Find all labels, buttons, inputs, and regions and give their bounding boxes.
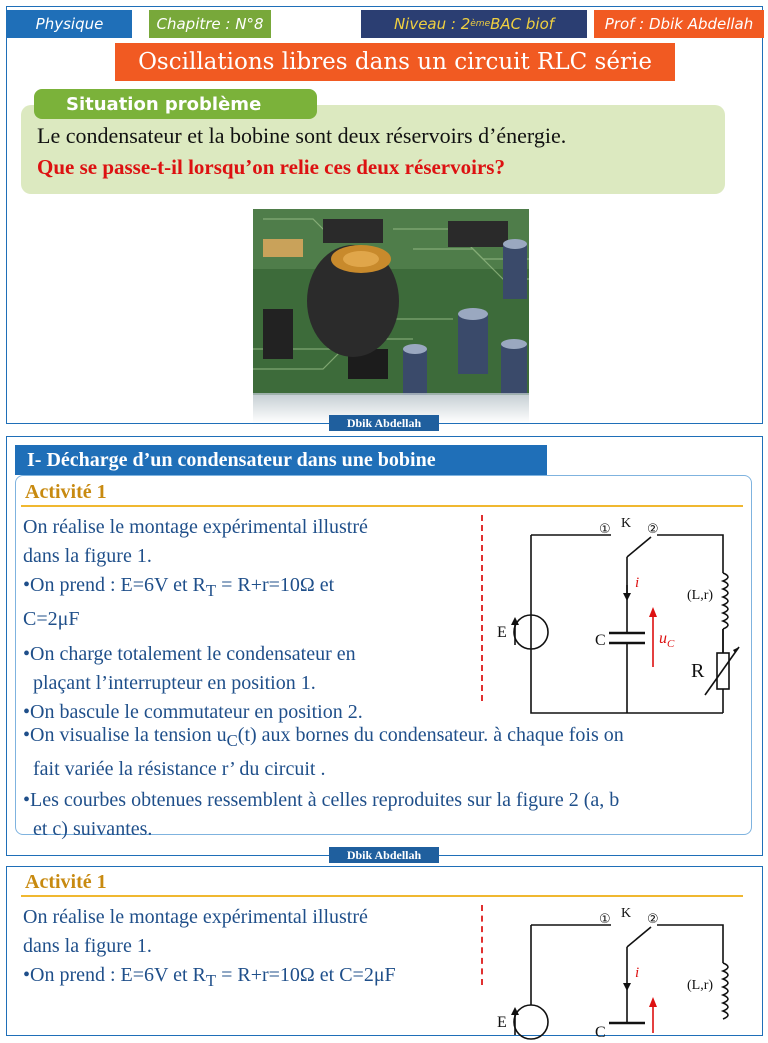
capacitor-label: C: [595, 1024, 606, 1041]
subject-tab: Physique: [7, 10, 132, 38]
current-label: i: [635, 965, 640, 981]
text-span: On réalise le montage expérimental illustré: [23, 906, 368, 928]
text-line: [23, 605, 473, 634]
activity-underline: [21, 895, 743, 897]
coil-label: (L,r): [687, 978, 714, 993]
text-span: •On charge totalement le condensateur en: [23, 643, 356, 665]
text-line: [23, 669, 473, 698]
watermark: Dbik Abdellah: [329, 415, 439, 431]
level-tab: [361, 10, 587, 38]
source-label: E: [497, 624, 507, 641]
current-label: i: [635, 575, 640, 591]
generator-symbol: [514, 1005, 548, 1039]
text-line: [23, 571, 473, 605]
uc-label: [659, 630, 675, 650]
activity-underline: [21, 505, 743, 507]
text-span: On réalise le montage expérimental illustré: [23, 516, 368, 538]
uc-arrow-head: [649, 997, 657, 1007]
wire: [657, 925, 723, 963]
uc-main: u: [659, 630, 667, 647]
text-span: fait variée la résistance r’ du circuit .: [33, 758, 326, 780]
activity-label: Activité 1: [25, 481, 107, 503]
circuit-board-photo: [253, 209, 529, 395]
switch-blade: [627, 537, 651, 557]
variable-arrow: [705, 647, 739, 695]
circuit-board-image: [253, 209, 529, 395]
situation-text: Le condensateur et la bobine sont deux réservoirs d’énergie.: [37, 123, 567, 148]
resistor-label: R: [691, 660, 705, 682]
activity-text-left: [23, 513, 473, 727]
section-title: I- Décharge d’un condensateur dans une bobine: [15, 445, 547, 475]
column-divider: [481, 515, 483, 701]
text-span: (t) aux bornes du condensateur. à chaque fois on: [237, 724, 624, 746]
text-line: [23, 755, 749, 784]
position-1-label: ①: [599, 522, 611, 537]
text-line: [23, 542, 473, 571]
position-1-label: ①: [599, 912, 611, 927]
slide-intro: [6, 6, 763, 430]
level-sup: ème: [470, 19, 491, 29]
current-arrow-head: [623, 593, 631, 601]
text-line: [23, 815, 749, 844]
text-sub: T: [205, 581, 217, 600]
text-span: plaçant l’interrupteur en position 1.: [33, 672, 316, 694]
text-line: [23, 932, 473, 961]
text-line: [23, 640, 473, 669]
resistor-symbol: [717, 653, 729, 689]
text-sub: C: [226, 731, 238, 750]
activity-label: Activité 1: [25, 871, 107, 893]
chapter-tab: Chapitre : N°8: [149, 10, 271, 38]
wire: [657, 535, 723, 573]
text-span: •On bascule le commutateur en position 2.: [23, 701, 363, 723]
text-span: et c) suivantes.: [33, 818, 153, 840]
current-arrow-head: [623, 983, 631, 991]
text-line: [23, 513, 473, 542]
page-title: Oscillations libres dans un circuit RLC série: [115, 43, 675, 81]
text-span: = R+r=10Ω et C=2μF: [216, 964, 396, 986]
level-suffix: BAC biof: [490, 15, 555, 33]
activity-text-left: [23, 903, 473, 995]
text-span: dans la figure 1.: [23, 545, 152, 567]
situation-label: Situation problème: [34, 89, 317, 119]
text-span: = R+r=10Ω et: [216, 574, 335, 596]
text-span: •On prend : E=6V et R: [23, 574, 206, 596]
position-2-label: ②: [647, 522, 659, 537]
position-2-label: ②: [647, 912, 659, 927]
switch-blade: [627, 927, 651, 947]
text-line: [23, 961, 473, 995]
text-span: •On prend : E=6V et R: [23, 964, 206, 986]
text-line: [23, 903, 473, 932]
uc-arrow-head: [649, 607, 657, 617]
text-sub: T: [205, 971, 217, 990]
text-span: •On visualise la tension u: [23, 724, 227, 746]
activity-text-full: [23, 721, 749, 844]
watermark: Dbik Abdellah: [329, 847, 439, 863]
text-span: •Les courbes obtenues ressemblent à celles reproduites sur la figure 2 (a, b: [23, 789, 620, 811]
column-divider: [481, 905, 483, 985]
capacitor-label: C: [595, 632, 606, 649]
coil-symbol: [723, 573, 728, 629]
source-label: E: [497, 1014, 507, 1031]
level-prefix: Niveau : 2: [393, 15, 471, 33]
teacher-tab: Prof : Dbik Abdellah: [594, 10, 764, 38]
rlc-circuit-diagram: [491, 903, 747, 1043]
text-line: [23, 721, 749, 755]
text-span: C=2μF: [23, 608, 80, 630]
coil-symbol: [723, 963, 728, 1019]
situation-question: Que se passe-t-il lorsqu’on relie ces deux réservoirs?: [37, 155, 505, 179]
switch-label: K: [621, 516, 632, 531]
text-span: dans la figure 1.: [23, 935, 152, 957]
rlc-circuit-diagram: [491, 513, 747, 717]
slide-activity: [6, 436, 763, 862]
switch-label: K: [621, 906, 632, 921]
slide-activity-repeat: [6, 866, 763, 1041]
text-line: [23, 786, 749, 815]
coil-label: (L,r): [687, 588, 714, 603]
uc-sub: C: [667, 638, 675, 650]
